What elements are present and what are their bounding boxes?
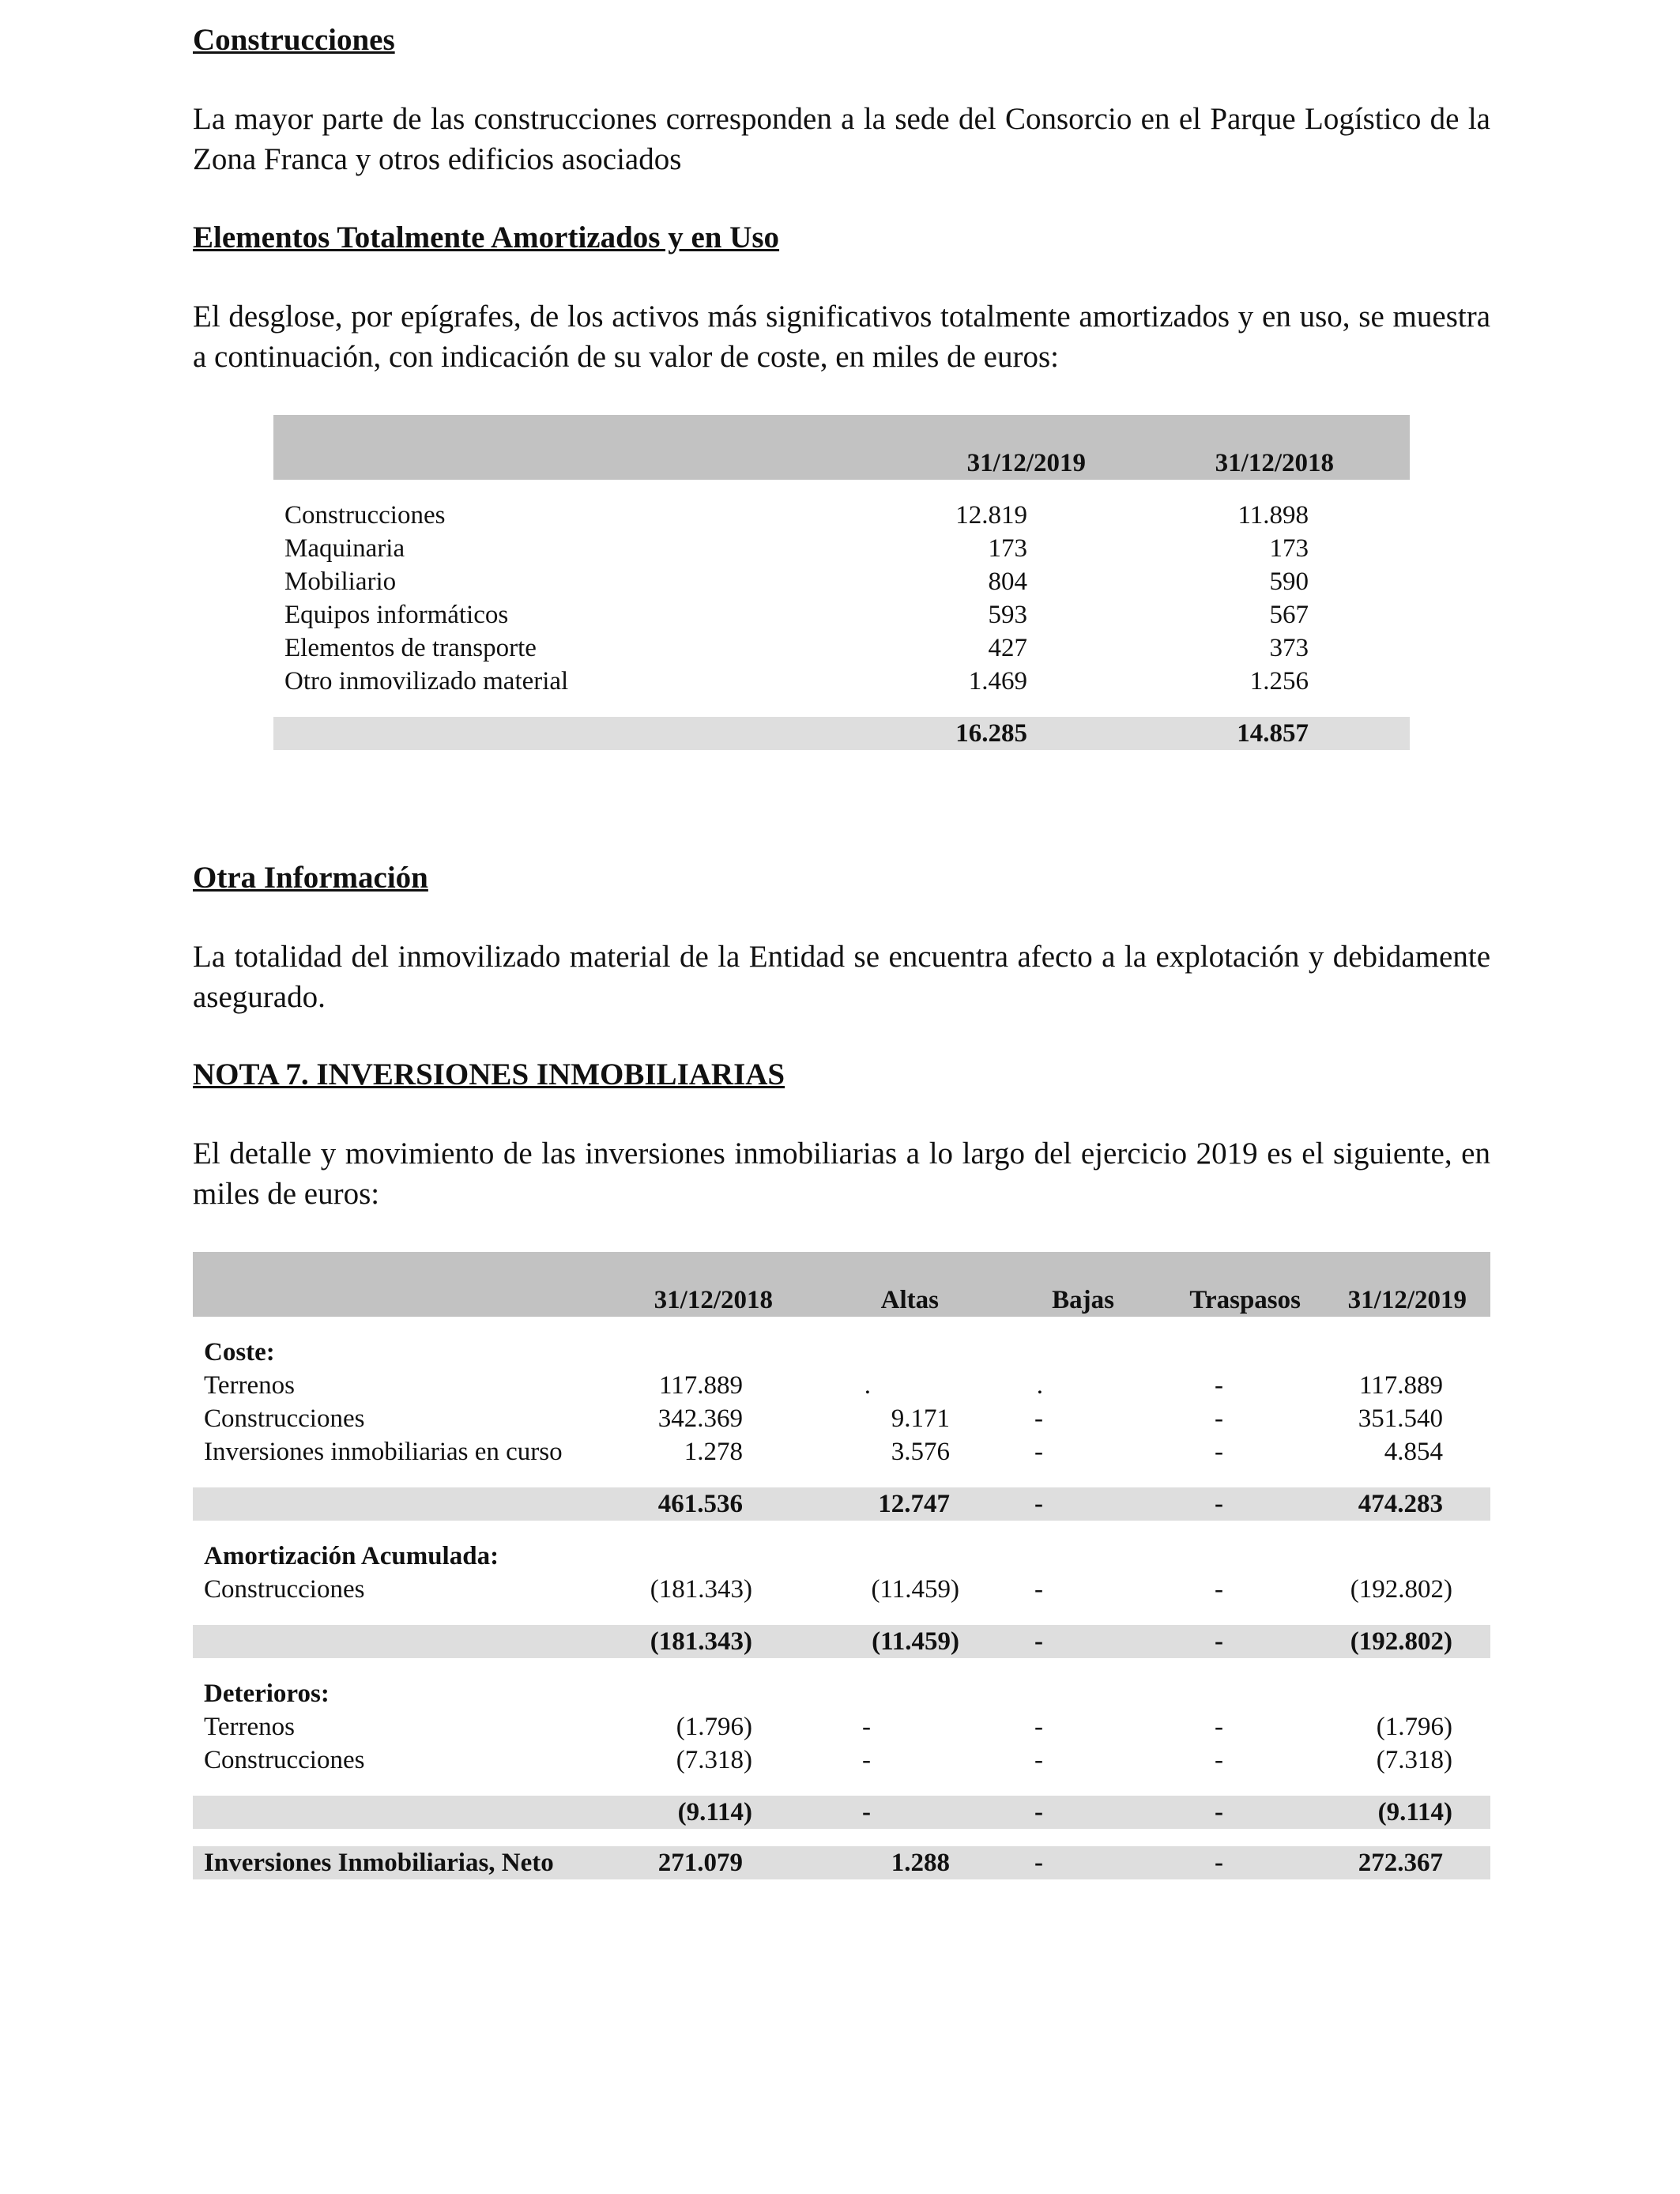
table2-header-2018: 31/12/2018 bbox=[615, 1252, 789, 1317]
heading-otra-informacion: Otra Información bbox=[193, 861, 428, 895]
table1-header-empty bbox=[273, 415, 838, 480]
table-row: Maquinaria 173 173 bbox=[284, 534, 1309, 563]
paragraph-construcciones: La mayor parte de las construcciones corresponden a la sede del Consorcio en el Parque Logístico de la Zona Franca y otros edificios asociados bbox=[193, 102, 1490, 176]
table-row: Otro inmovilizado material 1.469 1.256 bbox=[284, 667, 1309, 696]
table2-header-bajas: Bajas bbox=[962, 1252, 1138, 1317]
deterioros-total-row: (9.114) - - - (9.114) bbox=[193, 1796, 1490, 1829]
table-row: Mobiliario 804 590 bbox=[284, 567, 1309, 596]
heading-nota-7: NOTA 7. INVERSIONES INMOBILIARIAS bbox=[193, 1057, 785, 1091]
table1-header-2019: 31/12/2019 bbox=[838, 415, 1130, 480]
table-row: Elementos de transporte 427 373 bbox=[284, 634, 1309, 662]
table2-header-traspasos: Traspasos bbox=[1138, 1252, 1312, 1317]
amortizacion-total-row: (181.343) (11.459) - - (192.802) bbox=[193, 1625, 1490, 1658]
neto-total-row: Inversiones Inmobiliarias, Neto 271.079 1.288 - - 272.367 bbox=[193, 1846, 1490, 1879]
paragraph-otra-informacion: La totalidad del inmovilizado material de la Entidad se encuentra afecto a la explotación y debidamente asegurado. bbox=[193, 940, 1490, 1014]
table1-header-2018: 31/12/2018 bbox=[1130, 415, 1410, 480]
table-row: Equipos informáticos 593 567 bbox=[284, 601, 1309, 629]
table-row: Construcciones 342.369 9.171 - - 351.540 bbox=[204, 1404, 1443, 1433]
heading-elementos-amortizados: Elementos Totalmente Amortizados y en Uso bbox=[193, 221, 780, 254]
table2-header-altas: Altas bbox=[789, 1252, 962, 1317]
table-row: Construcciones (181.343) (11.459) - - (192.802) bbox=[204, 1575, 1452, 1604]
section-title-coste: Coste: bbox=[204, 1338, 275, 1367]
table1-total-row: 16.285 14.857 bbox=[273, 717, 1410, 750]
table2-header-2019: 31/12/2019 bbox=[1312, 1252, 1490, 1317]
table1-header-row bbox=[273, 415, 1410, 480]
paragraph-nota-7: El detalle y movimiento de las inversiones inmobiliarias a lo largo del ejercicio 2019 es el siguiente, en miles de euros: bbox=[193, 1137, 1490, 1211]
coste-total-row: 461.536 12.747 - - 474.283 bbox=[193, 1487, 1490, 1521]
table2-header-row bbox=[193, 1252, 1490, 1317]
section-title-amortizacion: Amortización Acumulada: bbox=[204, 1542, 499, 1570]
heading-construcciones: Construcciones bbox=[193, 23, 395, 57]
table-row: Construcciones (7.318) - - - (7.318) bbox=[204, 1746, 1452, 1774]
table-elementos-amortizados bbox=[273, 415, 1410, 750]
table-row: Inversiones inmobiliarias en curso 1.278 3.576 - - 4.854 bbox=[204, 1438, 1443, 1466]
table-row: Terrenos 117.889 . . - 117.889 bbox=[204, 1371, 1443, 1400]
section-title-deterioros: Deterioros: bbox=[204, 1679, 330, 1708]
table-row: Construcciones 12.819 11.898 bbox=[284, 501, 1309, 530]
paragraph-elementos-amortizados: El desglose, por epígrafes, de los activos más significativos totalmente amortizados y en uso, se muestra a continuación, con indicación de su valor de coste, en miles de euros: bbox=[193, 300, 1490, 374]
table-row: Terrenos (1.796) - - - (1.796) bbox=[204, 1713, 1452, 1741]
table-inversiones-inmobiliarias bbox=[193, 1252, 1490, 1879]
